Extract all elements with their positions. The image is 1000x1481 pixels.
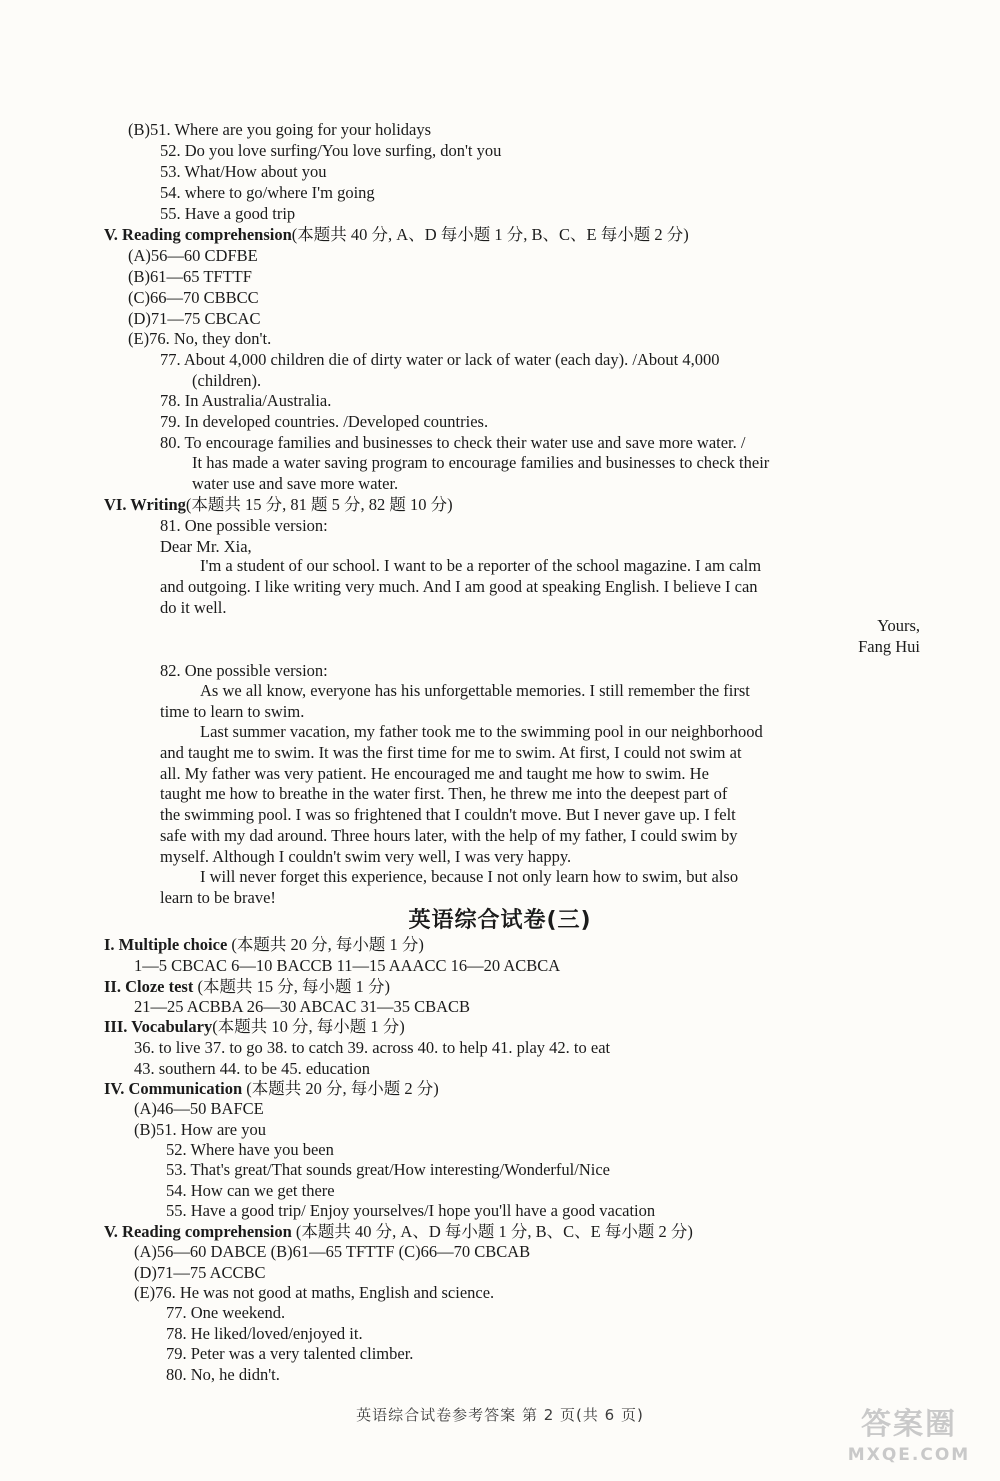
exam-title: 英语综合试卷(三) xyxy=(408,908,592,933)
section-note: (本题共 20 分, 每小题 1 分) xyxy=(231,935,424,954)
section-multiple-choice-heading xyxy=(104,934,424,955)
section-vocabulary-heading xyxy=(104,1016,405,1037)
section-title: II. Cloze test xyxy=(104,977,194,996)
writing-82-label: 82. One possible version: xyxy=(160,661,328,680)
answer-reading2-abc: (A)56—60 DABCE (B)61—65 TFTTF (C)66—70 CBCAB xyxy=(134,1242,531,1261)
answer-reading2-e79: 79. Peter was a very talented climber. xyxy=(166,1344,414,1363)
answer-e80-cont1: It has made a water saving program to encourage families and businesses to check their xyxy=(192,453,770,472)
answer-b53: 53. What/How about you xyxy=(160,162,327,181)
letter-greeting: Dear Mr. Xia, xyxy=(160,537,252,556)
answer-vocabulary-2: 43. southern 44. to be 45. education xyxy=(134,1059,370,1078)
letter-closing: Yours, xyxy=(877,616,920,635)
essay-line: Last summer vacation, my father took me to the swimming pool in our neighborhood xyxy=(200,722,763,741)
answer-b52: 52. Do you love surfing/You love surfing, don't you xyxy=(160,141,502,160)
essay-line: taught me how to breathe in the water first. Then, he threw me into the deepest part of xyxy=(160,784,728,803)
letter-line: do it well. xyxy=(160,598,227,617)
answer-reading2-e76: (E)76. He was not good at maths, English and science. xyxy=(134,1283,495,1302)
answer-comm-a: (A)46—50 BAFCE xyxy=(134,1099,264,1118)
answer-reading-d: (D)71—75 CBCAC xyxy=(128,309,261,328)
answer-e76: (E)76. No, they don't. xyxy=(128,329,272,348)
section-title: V. Reading comprehension xyxy=(104,1222,292,1241)
section-reading-heading xyxy=(104,224,689,245)
essay-line: safe with my dad around. Three hours later, with the help of my father, I could swim by xyxy=(160,826,738,845)
letter-signature: Fang Hui xyxy=(858,637,920,656)
section-note: (本题共 15 分, 每小题 1 分) xyxy=(197,977,390,996)
page-footer: 英语综合试卷参考答案 第 2 页(共 6 页) xyxy=(356,1406,644,1424)
section-title: IV. Communication xyxy=(104,1079,243,1098)
answer-b55: 55. Have a good trip xyxy=(160,204,296,223)
answer-e79: 79. In developed countries. /Developed countries. xyxy=(160,412,489,431)
answer-reading-a: (A)56—60 CDFBE xyxy=(128,246,258,265)
answer-reading2-e78: 78. He liked/loved/enjoyed it. xyxy=(166,1324,363,1343)
essay-line: As we all know, everyone has his unforgettable memories. I still remember the first xyxy=(200,681,750,700)
section-communication-heading xyxy=(104,1078,439,1099)
letter-line: and outgoing. I like writing very much. And I am good at speaking English. I believe I can xyxy=(160,577,758,596)
answer-reading2-e77: 77. One weekend. xyxy=(166,1303,286,1322)
essay-line: all. My father was very patient. He encouraged me and taught me how to swim. He xyxy=(160,764,709,783)
answer-comm-b53: 53. That's great/That sounds great/How interesting/Wonderful/Nice xyxy=(166,1160,610,1179)
watermark-logo-text: 答案圈 xyxy=(861,1407,957,1442)
answer-e80: 80. To encourage families and businesses to check their water use and save more water. / xyxy=(160,433,746,452)
answer-e80-cont2: water use and save more water. xyxy=(192,474,399,493)
section-reading-note: (本题共 40 分, A、D 每小题 1 分, B、C、E 每小题 2 分) xyxy=(291,225,689,244)
answer-multiple-choice: 1—5 CBCAC 6—10 BACCB 11—15 AAACC 16—20 ACBCA xyxy=(134,956,561,975)
essay-line: I will never forget this experience, because I not only learn how to swim, but also xyxy=(200,867,739,886)
answer-reading2-d: (D)71—75 ACCBC xyxy=(134,1263,266,1282)
answer-comm-b55: 55. Have a good trip/ Enjoy yourselves/I hope you'll have a good vacation xyxy=(166,1201,656,1220)
watermark-logo xyxy=(834,1405,984,1471)
section-writing-heading xyxy=(104,494,453,515)
letter-line: I'm a student of our school. I want to be a reporter of the school magazine. I am calm xyxy=(200,556,762,575)
answer-comm-b54: 54. How can we get there xyxy=(166,1181,335,1200)
essay-line: the swimming pool. I was so frightened that I couldn't move. But I never gave up. I felt xyxy=(160,805,736,824)
answer-e77-cont: (children). xyxy=(192,371,262,390)
section-note: (本题共 40 分, A、D 每小题 1 分, B、C、E 每小题 2 分) xyxy=(295,1222,693,1241)
answer-reading-b: (B)61—65 TFTTF xyxy=(128,267,252,286)
answer-b54: 54. where to go/where I'm going xyxy=(160,183,375,202)
watermark-url: MXQE.COM xyxy=(847,1445,971,1465)
essay-line: time to learn to swim. xyxy=(160,702,305,721)
section-reading2-heading xyxy=(104,1221,693,1242)
essay-line: myself. Although I couldn't swim very well, I was very happy. xyxy=(160,847,572,866)
essay-line: learn to be brave! xyxy=(160,888,276,907)
answer-e77: 77. About 4,000 children die of dirty water or lack of water (each day). /About 4,000 xyxy=(160,350,720,369)
answer-reading2-e80: 80. No, he didn't. xyxy=(166,1365,280,1384)
answer-vocabulary-1: 36. to live 37. to go 38. to catch 39. across 40. to help 41. play 42. to eat xyxy=(134,1038,611,1057)
answer-comm-b52: 52. Where have you been xyxy=(166,1140,334,1159)
writing-81-label: 81. One possible version: xyxy=(160,516,328,535)
section-title: III. Vocabulary xyxy=(104,1017,213,1036)
answer-b51: (B)51. Where are you going for your holidays xyxy=(128,120,432,139)
section-writing-title: VI. Writing xyxy=(104,495,186,514)
section-cloze-heading xyxy=(104,976,390,997)
section-writing-note: (本题共 15 分, 81 题 5 分, 82 题 10 分) xyxy=(185,495,453,514)
section-note: (本题共 20 分, 每小题 2 分) xyxy=(246,1079,439,1098)
answer-reading-c: (C)66—70 CBBCC xyxy=(128,288,259,307)
section-title: I. Multiple choice xyxy=(104,935,228,954)
answer-cloze: 21—25 ACBBA 26—30 ABCAC 31—35 CBACB xyxy=(134,997,471,1016)
section-reading-title: V. Reading comprehension xyxy=(104,225,292,244)
essay-line: and taught me to swim. It was the first time for me to swim. At first, I could not swim at xyxy=(160,743,742,762)
answer-comm-b51: (B)51. How are you xyxy=(134,1120,266,1139)
section-note: (本题共 10 分, 每小题 1 分) xyxy=(212,1017,405,1036)
answer-e78: 78. In Australia/Australia. xyxy=(160,391,332,410)
